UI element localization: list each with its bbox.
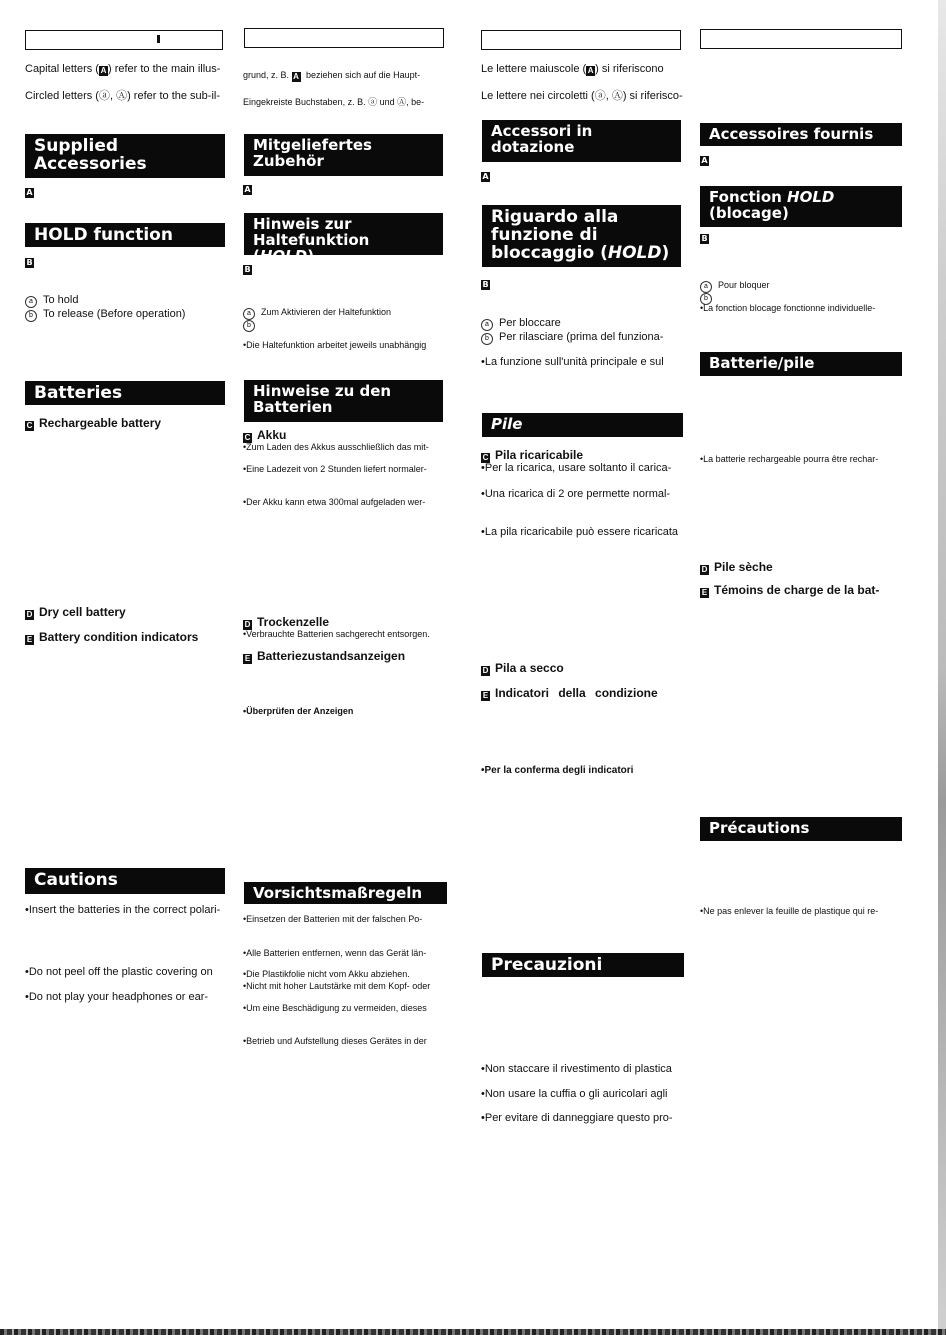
circled-a-icon: a [243, 308, 255, 320]
die-haltefunktion-note: •Die Haltefunktion arbeitet jeweils unabhängig [243, 340, 427, 350]
section-header-mitgeliefertes-zubehoer: Mitgeliefertes Zubehör [244, 134, 443, 176]
akku-heading: C Akku [244, 428, 287, 442]
badge-d: D [482, 666, 489, 675]
badge-a-inline: A [587, 66, 594, 75]
trockenzelle-heading: D Trockenzelle [244, 615, 330, 629]
section-header-supplied-accessories: Supplied Accessories [25, 134, 225, 178]
section-header-fonction-hold: Fonction HOLD (blocage) [700, 186, 902, 227]
per-bloccare-item: a Per bloccare [481, 317, 561, 331]
badge-b: B [244, 265, 251, 274]
caution-1: •Insert the batteries in the correct polari- [25, 904, 221, 916]
section-header-batteries: Batteries [25, 381, 225, 405]
badge-a: A [701, 156, 708, 165]
vorsicht-4: •Nicht mit hoher Lautstärke mit dem Kopf- oder [243, 981, 431, 991]
pila-note-1: •Per la ricarica, usare soltanto il carica- [481, 462, 672, 474]
circled-b-icon: b [481, 333, 493, 345]
circled-b-icon: b [25, 310, 37, 322]
circled-a-icon: a [25, 296, 37, 308]
trockenzelle-note: •Verbrauchte Batterien sachgerecht entsorgen. [243, 629, 430, 639]
pila-ricaricabile-heading: C Pila ricaricabile [482, 448, 584, 462]
akku-note-1: •Zum Laden des Akkus ausschließlich das mit- [243, 442, 429, 452]
section-header-hold-function: HOLD function [25, 223, 225, 247]
la-funzione-note: •La funzione sull'unità principale e sul [481, 356, 664, 368]
page-edge-shadow [938, 0, 946, 1335]
to-hold-item: a To hold [25, 294, 78, 308]
section-header-vorsichtsmassregeln: Vorsichtsmaßregeln [244, 882, 447, 904]
ne-pas-enlever-note: •Ne pas enlever la feuille de plastique qui re- [700, 906, 879, 916]
section-header-cautions: Cautions [25, 868, 225, 894]
ueberpruefen-note: •Überprüfen der Anzeigen [243, 706, 354, 716]
circled-b-icon: b [700, 293, 712, 305]
section-header-riguardo-funzione-hold: Riguardo alla funzione di bloccaggio (HOLD) [482, 205, 681, 267]
section-header-precauzioni: Precauzioni [482, 953, 684, 977]
section-header-accessoires-fournis: Accessoires fournis [700, 123, 902, 146]
vorsicht-5: •Um eine Beschädigung zu vermeiden, dieses [243, 1003, 427, 1013]
to-release-item: b To release (Before operation) [25, 308, 185, 322]
vorsicht-3: •Die Plastikfolie nicht vom Akku abziehen. [243, 969, 410, 979]
bottom-scan-strip [0, 1329, 946, 1335]
intro-line-2: Circled letters (ⓐ, Ⓐ) refer to the sub-il- [25, 90, 220, 102]
vorsicht-1: •Einsetzen der Batterien mit der falschen Po- [243, 914, 423, 924]
badge-a: A [244, 185, 251, 194]
badge-b: B [701, 234, 708, 243]
it-intro-line-1: Le lettere maiuscole ( A ) si riferiscono [481, 63, 664, 75]
temoins-heading: E Témoins de charge de la bat- [701, 583, 880, 597]
akku-note-2: •Eine Ladezeit von 2 Stunden liefert normaler- [243, 464, 427, 474]
circled-b-item [243, 319, 261, 332]
badge-c: C [482, 453, 489, 462]
section-header-precautions: Précautions [700, 817, 902, 841]
badge-c: C [244, 433, 251, 442]
pila-note-3: •La pila ricaricabile può essere ricaricata [481, 526, 679, 538]
precauzioni-1: •Non staccare il rivestimento di plastica [481, 1063, 672, 1075]
badge-c: C [26, 421, 33, 430]
zum-aktivieren-item: a Zum Aktivieren der Haltefunktion [243, 307, 391, 320]
badge-e: E [244, 654, 251, 663]
header-box-1 [25, 30, 223, 50]
badge-e: E [482, 691, 489, 700]
per-rilasciare-item: b Per rilasciare (prima del funziona- [481, 331, 663, 345]
badge-e: E [26, 635, 33, 644]
caution-3: •Do not play your headphones or ear- [25, 991, 209, 1003]
section-header-pile: Pile [482, 413, 683, 437]
akku-note-3: •Der Akku kann etwa 300mal aufgeladen wer- [243, 497, 426, 507]
pile-seche-heading: D Pile sèche [701, 560, 773, 574]
circled-a-icon: a [700, 281, 712, 293]
badge-a: A [482, 172, 489, 181]
badge-d: D [701, 565, 708, 574]
batteriezustand-heading: E Batteriezustandsanzeigen [244, 649, 406, 663]
battery-indicators-heading: E Battery condition indicators [26, 630, 199, 644]
la-fonction-note: •La fonction blocage fonctionne individuelle- [700, 303, 876, 313]
caution-2: •Do not peel off the plastic covering on [25, 966, 213, 978]
section-header-batterie-pile: Batterie/pile [700, 352, 902, 376]
header-box-4 [700, 29, 902, 49]
pour-bloquer-item: a Pour bloquer [700, 280, 770, 293]
section-header-hinweis-haltefunktion: Hinweis zur Haltefunktion (HOLD) [244, 213, 443, 255]
badge-a-inline: A [100, 66, 107, 75]
rechargeable-battery-heading: C Rechargeable battery [26, 416, 162, 430]
it-intro-line-2: Le lettere nei circoletti (ⓐ, Ⓐ) si riferisco- [481, 90, 683, 102]
badge-b: B [482, 280, 489, 289]
badge-d: D [26, 610, 33, 619]
badge-a-inline: A [293, 72, 299, 81]
pila-a-secco-heading: D Pila a secco [482, 661, 564, 675]
section-header-accessori-in-dotazione: Accessori in dotazione [482, 120, 681, 162]
precauzioni-2: •Non usare la cuffia o gli auricolari agli [481, 1088, 668, 1100]
badge-d: D [244, 620, 251, 629]
dry-cell-heading: D Dry cell battery [26, 605, 126, 619]
badge-a: A [26, 188, 33, 197]
header-box-2 [244, 28, 444, 48]
section-header-hinweise-batterien: Hinweise zu den Batterien [244, 380, 443, 422]
header-box-3 [481, 30, 681, 50]
pila-note-2: •Una ricarica di 2 ore permette normal- [481, 488, 671, 500]
circled-a-icon: a [481, 319, 493, 331]
intro-line-1: Capital letters ( A ) refer to the main illus- [25, 63, 221, 75]
badge-e: E [701, 588, 708, 597]
precauzioni-3: •Per evitare di danneggiare questo pro- [481, 1112, 673, 1124]
indicatori-heading: E Indicatori della condizione [482, 686, 658, 700]
de-intro-line-1: grund, z. B. A beziehen sich auf die Haupt- [243, 70, 421, 81]
de-intro-line-2: Eingekreiste Buchstaben, z. B. ⓐ und Ⓐ, be- [243, 97, 425, 107]
vorsicht-6: •Betrieb und Aufstellung dieses Gerätes in der [243, 1036, 427, 1046]
vorsicht-2: •Alle Batterien entfernen, wenn das Gerät län- [243, 948, 427, 958]
per-la-conferma-note: •Per la conferma degli indicatori [481, 765, 634, 776]
la-batterie-note: •La batterie rechargeable pourra être rechar- [700, 454, 879, 464]
badge-b: B [26, 258, 33, 267]
circled-b-icon: b [243, 320, 255, 332]
